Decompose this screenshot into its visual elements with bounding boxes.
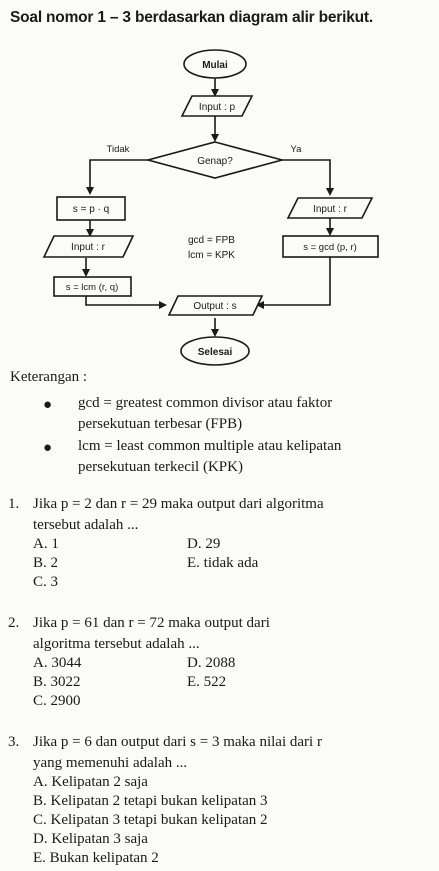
- question-2-option-c: C. 2900: [33, 693, 81, 709]
- question-1-option-c: C. 3: [33, 574, 59, 590]
- keterangan-item-lcm-line2: persekutuan terkecil (KPK): [78, 459, 243, 475]
- question-1-number: 1.: [8, 496, 20, 512]
- decision-label: Genap?: [197, 156, 233, 167]
- question-1-option-a: A. 1: [33, 536, 59, 552]
- question-3-option-e: E. Bukan kelipatan 2: [33, 850, 159, 866]
- question-1-text-line2: tersebut adalah ...: [33, 517, 139, 533]
- question-2-option-a: A. 3044: [33, 655, 82, 671]
- s-pq-label: s = p · q: [72, 204, 110, 215]
- flowchart: [0, 0, 439, 368]
- end-label: Selesai: [197, 347, 233, 358]
- question-2-number: 2.: [8, 615, 20, 631]
- question-2-option-e: E. 522: [187, 674, 227, 690]
- gcd-note: gcd = FPB: [188, 235, 235, 246]
- page-heading: Soal nomor 1 – 3 berdasarkan diagram alir berikut.: [10, 9, 373, 26]
- question-1-option-d: D. 29: [187, 536, 221, 552]
- s-gcd-label: s = gcd (p, r): [303, 242, 357, 253]
- arrow-lcm-to-output: [86, 296, 165, 305]
- question-3-text-line2: yang memenuhi adalah ...: [33, 755, 188, 771]
- s-lcm-label: s = lcm (r, q): [65, 282, 119, 293]
- arrow-yes-branch: [280, 160, 330, 194]
- arrow-gcd-to-output: [258, 257, 330, 305]
- question-2-option-b: B. 3022: [33, 674, 81, 690]
- arrow-no-branch: [90, 160, 150, 193]
- question-1-option-e: E. tidak ada: [187, 555, 259, 571]
- question-1-text-line1: Jika p = 2 dan r = 29 maka output dari algoritma: [33, 496, 324, 512]
- input-r-right-label: Input : r: [313, 204, 347, 215]
- yes-label: Ya: [290, 144, 302, 155]
- no-label: Tidak: [106, 144, 130, 155]
- input-r-left-label: Input : r: [71, 242, 105, 253]
- question-3-number: 3.: [8, 734, 20, 750]
- keterangan-title: Keterangan :: [10, 369, 88, 385]
- keterangan-item-gcd-line1: gcd = greatest common divisor atau faktor: [78, 395, 333, 411]
- question-3-option-c: C. Kelipatan 3 tetapi bukan kelipatan 2: [33, 812, 268, 828]
- keterangan-item-gcd-line2: persekutuan terbesar (FPB): [78, 416, 243, 432]
- bullet-icon: ●: [43, 397, 53, 413]
- question-3-option-b: B. Kelipatan 2 tetapi bukan kelipatan 3: [33, 793, 268, 809]
- question-1-option-b: B. 2: [33, 555, 59, 571]
- lcm-note: lcm = KPK: [188, 250, 235, 261]
- question-3-option-a: A. Kelipatan 2 saja: [33, 774, 148, 790]
- question-2-option-d: D. 2088: [187, 655, 236, 671]
- input-p-label: Input : p: [198, 102, 236, 113]
- output-label: Output : s: [193, 301, 237, 312]
- keterangan-item-lcm-line1: lcm = least common multiple atau kelipatan: [78, 438, 342, 454]
- question-3-text-line1: Jika p = 6 dan output dari s = 3 maka nilai dari r: [33, 734, 322, 750]
- bullet-icon: ●: [43, 440, 53, 456]
- question-2-text-line1: Jika p = 61 dan r = 72 maka output dari: [33, 615, 270, 631]
- question-2-text-line2: algoritma tersebut adalah ...: [33, 636, 200, 652]
- question-3-option-d: D. Kelipatan 3 saja: [33, 831, 148, 847]
- start-label: Mulai: [202, 60, 228, 71]
